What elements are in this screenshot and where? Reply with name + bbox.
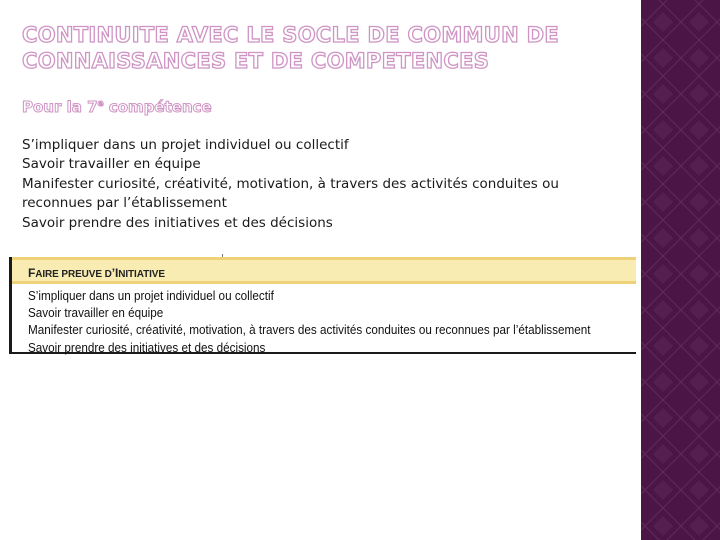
table-row: Savoir prendre des initiatives et des décisions xyxy=(28,339,266,355)
header-text-4: NITIATIVE xyxy=(118,269,165,280)
table-row: S’impliquer dans un projet individuel ou collectif xyxy=(28,288,274,303)
slide-title: CONTINUITE AVEC LE SOCLE DE COMMUN DE CONNAISSANCES ET DE COMPETENCES xyxy=(22,23,559,73)
table-row: Savoir travailler en équipe xyxy=(28,305,164,321)
competence-table xyxy=(9,257,636,354)
body-line: Savoir travailler en équipe xyxy=(22,156,201,173)
subtitle-suffix: compétence xyxy=(103,98,212,116)
table-header xyxy=(12,257,636,284)
decorative-sidebar xyxy=(641,0,720,540)
subtitle-prefix: Pour la 7 xyxy=(22,98,98,116)
body-text xyxy=(22,136,632,233)
table-row: Manifester curiosité, créativité, motivation, à travers des activités conduites ou reconnues par l’établissement xyxy=(28,322,591,338)
subtitle-superscript: e xyxy=(97,99,104,109)
header-text-3: ’I xyxy=(111,266,119,280)
slide-subtitle xyxy=(22,94,212,117)
diamond-pattern xyxy=(641,0,720,540)
table-body xyxy=(12,284,636,356)
header-text-2: AIRE PREUVE D xyxy=(35,269,112,280)
body-line: Manifester curiosité, créativité, motivation, à travers des activités conduites ou reconnues par l’établissement xyxy=(22,175,559,212)
body-line: Savoir prendre des initiatives et des décisions xyxy=(22,214,333,231)
body-line: S’impliquer dans un projet individuel ou collectif xyxy=(22,137,349,153)
header-text-1: F xyxy=(28,266,36,280)
